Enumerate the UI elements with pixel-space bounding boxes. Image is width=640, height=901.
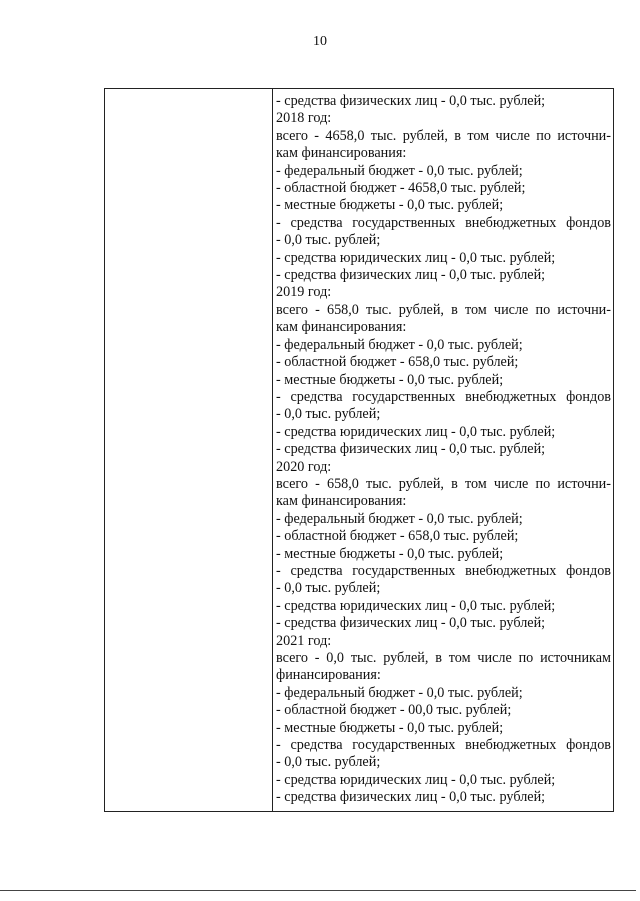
table-text-line: - средства физических лиц - 0,0 тыс. рублей;: [276, 93, 546, 109]
table-text-line: кам финансирования:: [276, 145, 407, 162]
table-text-line: - средства физических лиц - 0,0 тыс. рублей;: [276, 441, 546, 458]
table-text-line: кам финансирования:: [276, 319, 407, 336]
table-text-line: - местные бюджеты - 0,0 тыс. рублей;: [276, 197, 504, 214]
table-text-line: всего - 658,0 тыс. рублей, в том числе по источни-: [276, 301, 611, 318]
table-text-line: - местные бюджеты - 0,0 тыс. рублей;: [276, 545, 504, 562]
bottom-rule: [0, 890, 636, 891]
table-text-line: - 0,0 тыс. рублей;: [276, 580, 381, 597]
table-text-line: - средства юридических лиц - 0,0 тыс. рублей;: [276, 423, 556, 440]
funding-table: [104, 88, 614, 812]
page-number: 10: [313, 34, 327, 49]
table-text-line: - средства государственных внебюджетных фондов: [276, 737, 611, 754]
table-text-line: - средства государственных внебюджетных фондов: [276, 562, 611, 579]
table-text-line: всего - 658,0 тыс. рублей, в том числе по источни-: [276, 475, 611, 492]
table-text-line: - 0,0 тыс. рублей;: [276, 754, 381, 771]
table-right-cell: [273, 89, 613, 811]
table-text-line: - средства физических лиц - 0,0 тыс. рублей;: [276, 267, 546, 284]
table-text-line: - 0,0 тыс. рублей;: [276, 232, 381, 249]
table-text-line: - средства физических лиц - 0,0 тыс. рублей;: [276, 615, 546, 632]
table-text-line: 2018 год:: [276, 110, 332, 127]
table-text-line: - областной бюджет - 4658,0 тыс. рублей;: [276, 180, 526, 197]
table-text-line: - 0,0 тыс. рублей;: [276, 406, 381, 423]
table-text-line: - областной бюджет - 658,0 тыс. рублей;: [276, 528, 519, 545]
table-text-line: - средства юридических лиц - 0,0 тыс. рублей;: [276, 771, 556, 788]
table-text-line: - средства физических лиц - 0,0 тыс. рублей;: [276, 789, 546, 806]
table-text-line: - федеральный бюджет - 0,0 тыс. рублей;: [276, 510, 523, 527]
table-text-line: - средства юридических лиц - 0,0 тыс. рублей;: [276, 597, 556, 614]
table-text-line: 2020 год:: [276, 458, 332, 475]
table-text-line: - федеральный бюджет - 0,0 тыс. рублей;: [276, 336, 523, 353]
table-text-line: - местные бюджеты - 0,0 тыс. рублей;: [276, 371, 504, 388]
table-text-line: всего - 0,0 тыс. рублей, в том числе по источникам: [276, 650, 611, 666]
table-text-line: - средства государственных внебюджетных фондов: [276, 214, 611, 231]
table-text-line: всего - 4658,0 тыс. рублей, в том числе по источни-: [276, 127, 611, 144]
table-text-line: - областной бюджет - 658,0 тыс. рублей;: [276, 354, 519, 371]
table-text-line: кам финансирования:: [276, 493, 407, 510]
table-text-line: - средства государственных внебюджетных фондов: [276, 388, 611, 405]
table-text-line: - федеральный бюджет - 0,0 тыс. рублей;: [276, 162, 523, 179]
table-text-line: - федеральный бюджет - 0,0 тыс. рублей;: [276, 684, 523, 701]
table-text-line: - средства юридических лиц - 0,0 тыс. рублей;: [276, 249, 556, 266]
table-text-line: финансирования:: [276, 667, 381, 684]
table-left-cell: [105, 89, 273, 811]
table-text-line: 2021 год:: [276, 632, 332, 649]
table-text-line: - областной бюджет - 00,0 тыс. рублей;: [276, 702, 512, 719]
table-text-line: - местные бюджеты - 0,0 тыс. рублей;: [276, 719, 504, 736]
table-text-line: 2019 год:: [276, 284, 332, 301]
